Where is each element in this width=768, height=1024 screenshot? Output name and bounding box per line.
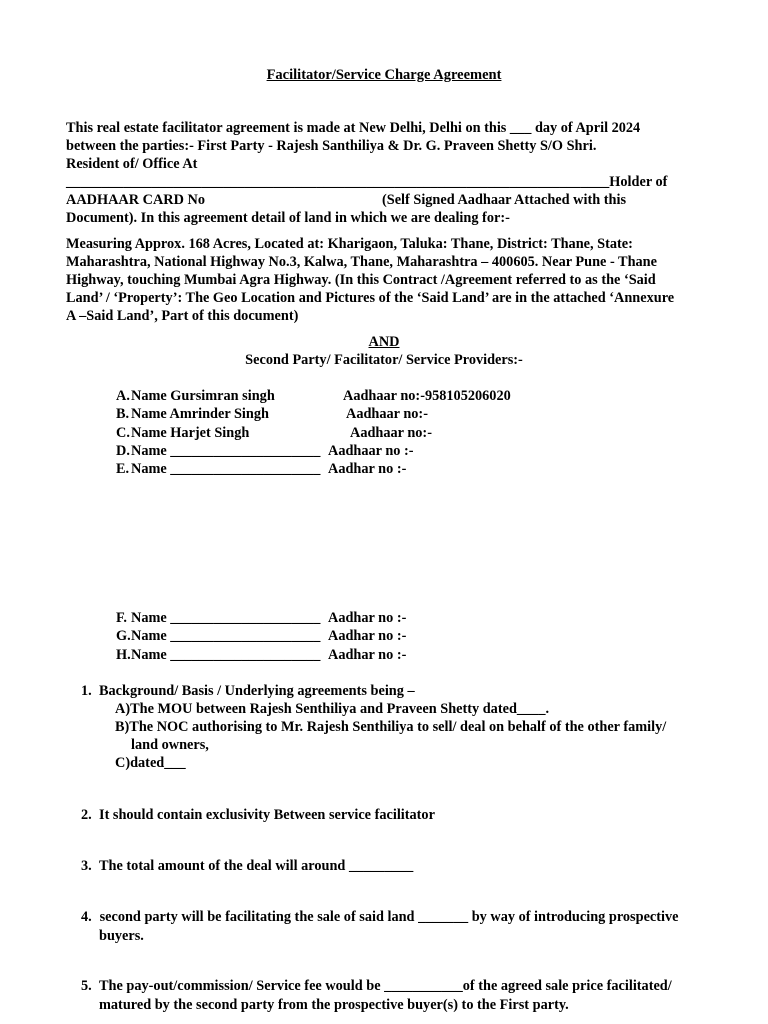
- intro-line-6: Document). In this agreement detail of land in which we are dealing for:-: [66, 210, 510, 226]
- clause-1-sub-b-cont: land owners,: [131, 737, 209, 753]
- second-party-heading: Second Party/ Facilitator/ Service Providers:-: [245, 352, 523, 368]
- intro-line-4: ____________________________________________________________________________Holder of: [66, 174, 668, 190]
- clause-3-text: The total amount of the deal will around _________: [99, 858, 414, 874]
- clause-1-sub-a: A)The MOU between Rajesh Senthiliya and Praveen Shetty dated____.: [115, 701, 550, 717]
- party-aadhaar: Aadhaar no :-: [328, 443, 414, 459]
- party-aadhaar: Aadhar no :-: [328, 461, 407, 477]
- party-aadhaar: Aadhar no :-: [328, 610, 407, 626]
- clause-number: 5.: [81, 978, 92, 994]
- intro-line-3: Resident of/ Office At: [66, 156, 198, 172]
- party-letter: H.: [116, 647, 131, 663]
- party-aadhaar: Aadhar no :-: [328, 647, 407, 663]
- party-letter: A.: [116, 388, 130, 404]
- party-name: Name Harjet Singh: [131, 425, 250, 441]
- clause-number: 1.: [81, 683, 92, 699]
- clause-5-line-1: The pay-out/commission/ Service fee would be ___________of the agreed sale price facilitated/: [99, 978, 672, 994]
- aadhaar-attached-note: (Self Signed Aadhaar Attached with this: [382, 192, 627, 208]
- clause-number: 3.: [81, 858, 92, 874]
- and-heading: AND: [368, 334, 400, 350]
- land-line-5: A –Said Land’, Part of this document): [66, 308, 299, 324]
- clause-1-sub-c: C)dated___: [115, 755, 186, 771]
- party-name: Name _____________________: [131, 443, 321, 459]
- party-aadhaar: Aadhar no :-: [328, 628, 407, 644]
- clause-1-sub-b: B)The NOC authorising to Mr. Rajesh Senthiliya to sell/ deal on behalf of the other family/: [115, 719, 667, 735]
- aadhaar-card-label: AADHAAR CARD No: [66, 192, 205, 208]
- party-name: Name Amrinder Singh: [131, 406, 269, 422]
- party-aadhaar: Aadhaar no:-: [346, 406, 428, 422]
- clause-4-line-1: second party will be facilitating the sale of said land _______ by way of introducing prospective: [96, 909, 679, 925]
- clause-4-line-2: buyers.: [99, 928, 144, 944]
- clause-number: 2.: [81, 807, 92, 823]
- party-aadhaar: Aadhaar no:-: [350, 425, 432, 441]
- document-title: Facilitator/Service Charge Agreement: [266, 67, 502, 83]
- intro-line-2: between the parties:- First Party - Rajesh Santhiliya & Dr. G. Praveen Shetty S/O Shri.: [66, 138, 597, 154]
- land-line-4: Land’ / ‘Property’: The Geo Location and Pictures of the ‘Said Land’ are in the attached ‘Annexure: [66, 290, 675, 306]
- clause-5-line-2: matured by the second party from the prospective buyer(s) to the First party.: [99, 997, 569, 1013]
- party-letter: B.: [116, 406, 130, 422]
- intro-line-1: This real estate facilitator agreement is made at New Delhi, Delhi on this ___ day of April 2024: [66, 120, 641, 136]
- party-name: Name Gursimran singh: [131, 388, 275, 404]
- party-name: Name _____________________: [131, 610, 321, 626]
- party-aadhaar: Aadhaar no:-958105206020: [343, 388, 511, 404]
- land-line-3: Highway, touching Mumbai Agra Highway. (In this Contract /Agreement referred to as the ‘Said: [66, 272, 656, 288]
- clause-1-text: Background/ Basis / Underlying agreements being –: [99, 683, 415, 699]
- land-line-1: Measuring Approx. 168 Acres, Located at: Kharigaon, Taluka: Thane, District: Thane, State:: [66, 236, 633, 252]
- party-letter: C.: [116, 425, 130, 441]
- clause-2-text: It should contain exclusivity Between service facilitator: [99, 807, 435, 823]
- party-letter: D.: [116, 443, 130, 459]
- party-letter: G.: [116, 628, 131, 644]
- land-line-2: Maharashtra, National Highway No.3, Kalwa, Thane, Maharashtra – 400605. Near Pune - Thane: [66, 254, 657, 270]
- party-letter: F.: [116, 610, 127, 626]
- party-name: Name _____________________: [131, 461, 321, 477]
- clause-number: 4.: [81, 909, 92, 925]
- party-name: Name _____________________: [131, 647, 321, 663]
- party-name: Name _____________________: [131, 628, 321, 644]
- party-letter: E.: [116, 461, 130, 477]
